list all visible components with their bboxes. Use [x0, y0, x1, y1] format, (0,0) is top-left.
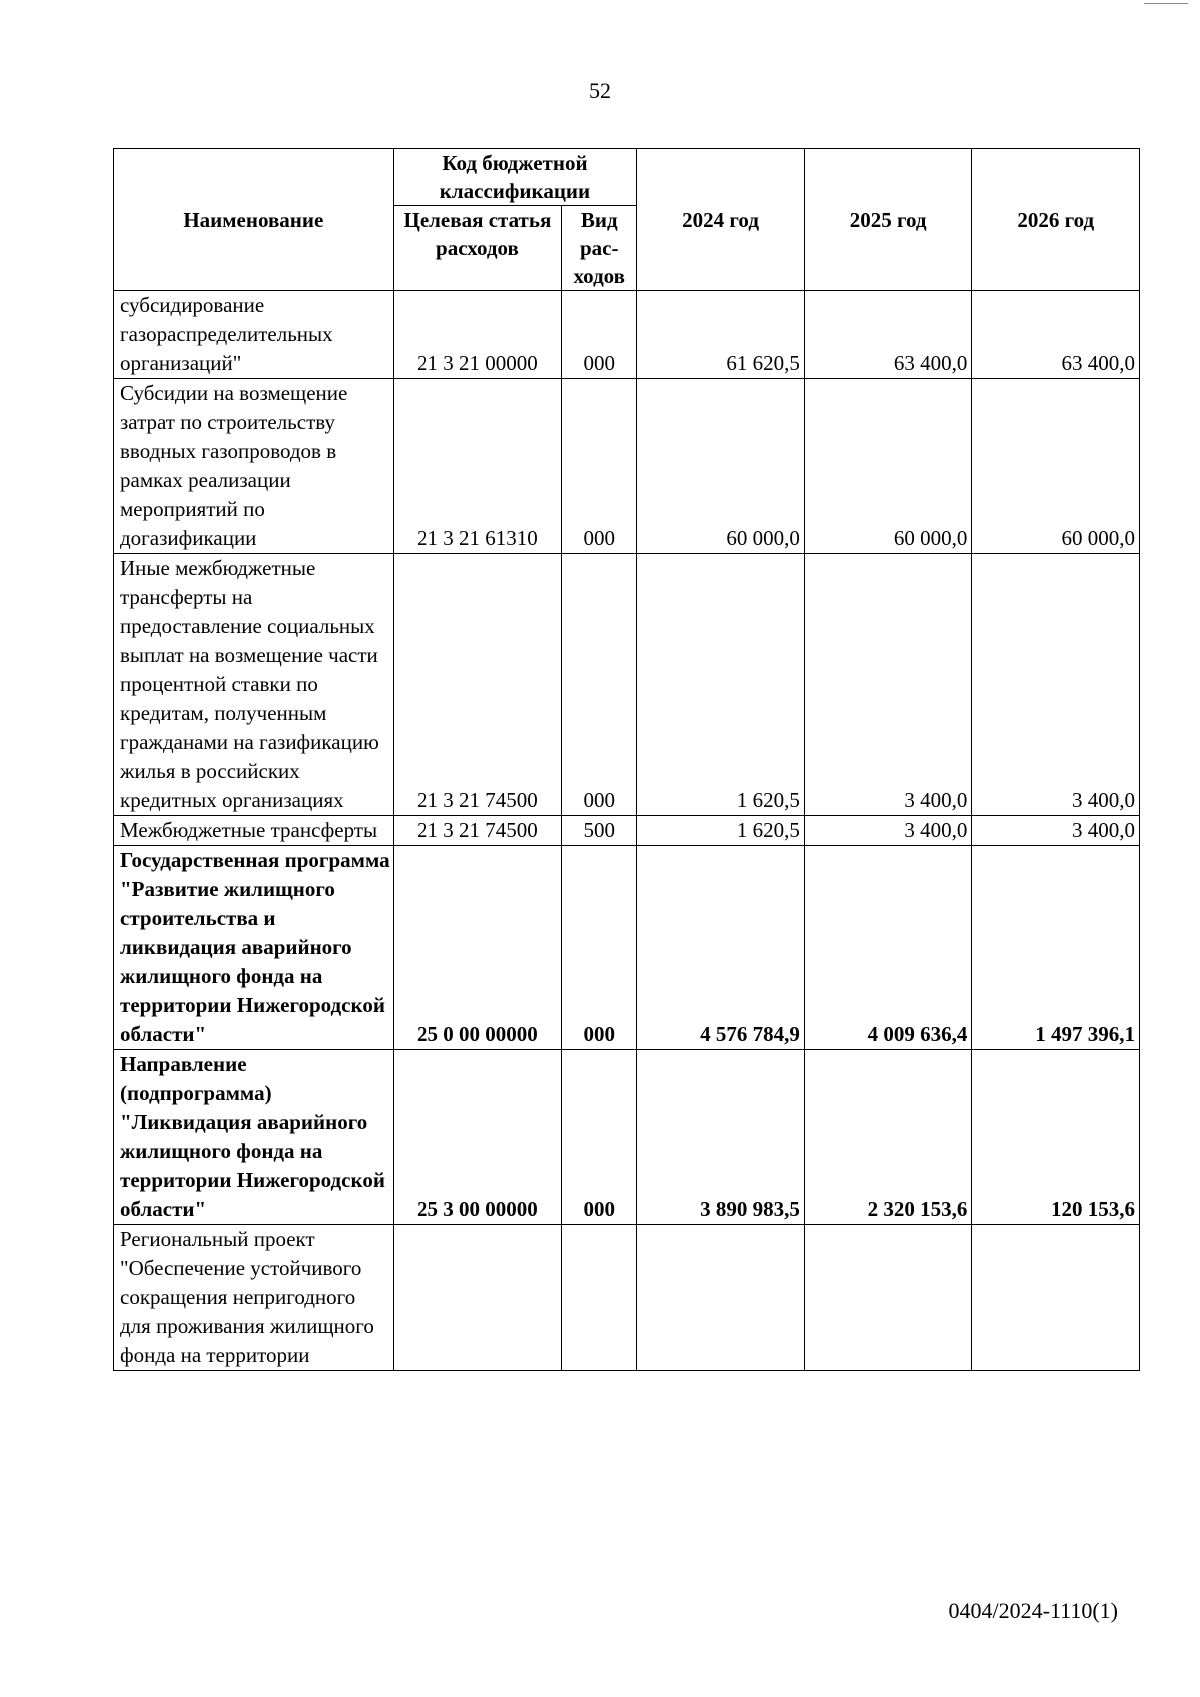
page-number: 52: [589, 78, 611, 103]
row-2024-cell: 1 620,5: [637, 816, 805, 846]
row-target-code-cell: 21 3 21 74500: [393, 554, 562, 816]
header-expense-type: Вид рас-ходов: [562, 206, 637, 291]
row-2025-cell: 3 400,0: [804, 554, 972, 816]
header-name: Наименование: [114, 149, 394, 291]
row-2025-cell: 4 009 636,4: [804, 846, 972, 1050]
row-2026-cell: [972, 1225, 1140, 1371]
row-name-cell: Субсидии на возмещение затрат по строительству вводных газопроводов в рамках реализации мероприятий по догазификации: [114, 379, 394, 554]
row-name-cell: Иные межбюджетные трансферты на предоставление социальных выплат на возмещение части процентной ставки по кредитам, полученным гражданами на газификацию жилья в российских кредитных организациях: [114, 554, 394, 816]
row-expense-type-cell: 000: [562, 554, 637, 816]
row-name-cell: субсидирование газораспределительных организаций": [114, 291, 394, 379]
row-2024-cell: 3 890 983,5: [637, 1050, 805, 1225]
row-2026-cell: 120 153,6: [972, 1050, 1140, 1225]
header-target-article: Целевая статья расходов: [393, 206, 562, 291]
row-expense-type-cell: 000: [562, 379, 637, 554]
table-row: [114, 846, 1140, 1050]
table-row: [114, 816, 1140, 846]
row-2024-cell: 60 000,0: [637, 379, 805, 554]
row-target-code-cell: 25 3 00 00000: [393, 1050, 562, 1225]
row-2025-cell: 60 000,0: [804, 379, 972, 554]
row-2025-cell: 3 400,0: [804, 816, 972, 846]
row-2026-cell: 1 497 396,1: [972, 846, 1140, 1050]
header-2024: 2024 год: [637, 149, 805, 291]
row-2024-cell: [637, 1225, 805, 1371]
row-expense-type-cell: 000: [562, 846, 637, 1050]
header-2026: 2026 год: [972, 149, 1140, 291]
row-expense-type-cell: 000: [562, 291, 637, 379]
corner-scan-mark: [1144, 0, 1188, 4]
row-2025-cell: [804, 1225, 972, 1371]
header-kbk-group: Код бюджетной классификации: [393, 149, 637, 206]
row-target-code-cell: 21 3 21 00000: [393, 291, 562, 379]
row-target-code-cell: 25 0 00 00000: [393, 846, 562, 1050]
row-name-cell: Региональный проект "Обеспечение устойчивого сокращения непригодного для проживания жилищного фонда на территории: [114, 1225, 394, 1371]
budget-table: [113, 148, 1140, 1371]
table-row: [114, 1050, 1140, 1225]
row-2025-cell: 63 400,0: [804, 291, 972, 379]
row-target-code-cell: 21 3 21 74500: [393, 816, 562, 846]
table-row: [114, 1225, 1140, 1371]
document-code: 0404/2024-1110(1): [948, 1598, 1118, 1623]
row-expense-type-cell: [562, 1225, 637, 1371]
row-target-code-cell: 21 3 21 61310: [393, 379, 562, 554]
row-2024-cell: 4 576 784,9: [637, 846, 805, 1050]
row-2024-cell: 1 620,5: [637, 554, 805, 816]
row-expense-type-cell: 500: [562, 816, 637, 846]
row-target-code-cell: [393, 1225, 562, 1371]
row-2026-cell: 60 000,0: [972, 379, 1140, 554]
row-2026-cell: 3 400,0: [972, 554, 1140, 816]
table-body: [114, 291, 1140, 1371]
row-2026-cell: 63 400,0: [972, 291, 1140, 379]
table-row: [114, 379, 1140, 554]
table-header: [114, 149, 1140, 291]
row-2024-cell: 61 620,5: [637, 291, 805, 379]
row-name-cell: Межбюджетные трансферты: [114, 816, 394, 846]
header-2025: 2025 год: [804, 149, 972, 291]
row-expense-type-cell: 000: [562, 1050, 637, 1225]
row-name-cell: Направление (подпрограмма) "Ликвидация аварийного жилищного фонда на территории Нижегородской области": [114, 1050, 394, 1225]
table-row: [114, 291, 1140, 379]
row-2025-cell: 2 320 153,6: [804, 1050, 972, 1225]
table-row: [114, 554, 1140, 816]
row-name-cell: Государственная программа "Развитие жилищного строительства и ликвидация аварийного жилищного фонда на территории Нижегородской области": [114, 846, 394, 1050]
row-2026-cell: 3 400,0: [972, 816, 1140, 846]
